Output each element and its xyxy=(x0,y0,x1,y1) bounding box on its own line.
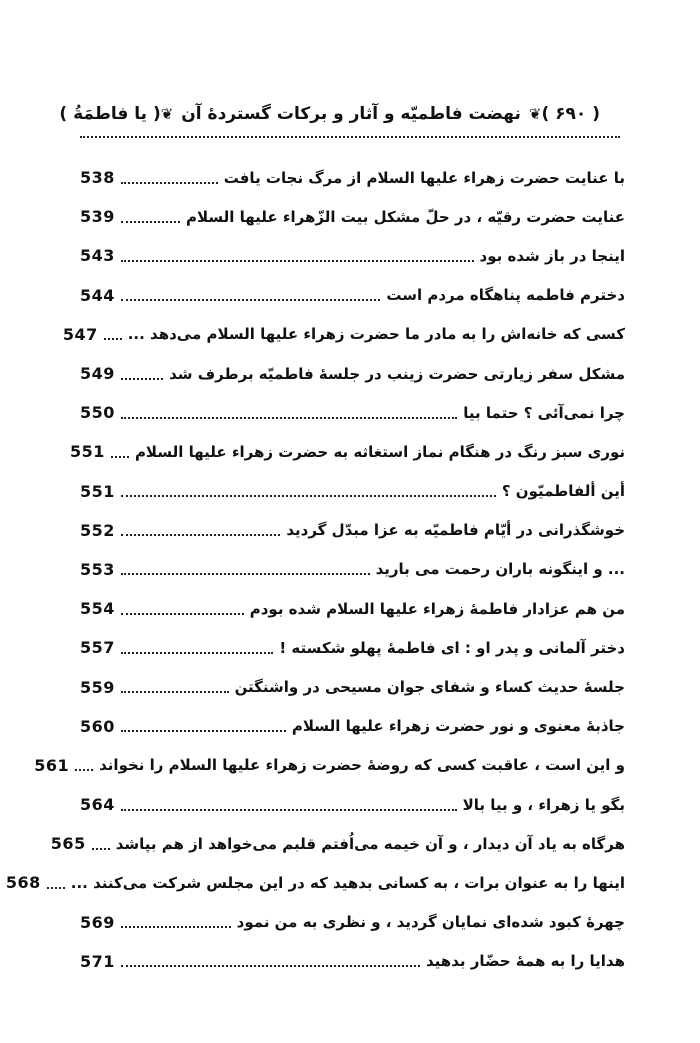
toc-entry-title: دخترم فاطمه پناهگاه مردم است xyxy=(386,286,625,305)
toc-entry-title: أین ألفاطمیّون ؟ xyxy=(501,482,625,501)
table-of-contents xyxy=(5,158,625,981)
dot-leader xyxy=(121,691,229,693)
book-title: ( یا فاطمَةُ ) xyxy=(59,104,161,124)
dot-leader xyxy=(121,221,180,223)
toc-entry-title: بگو یا زهراء ، و بیا بالا xyxy=(462,795,625,814)
toc-entry-title: چهرهٔ کبود شده‌ای نمایان گردید ، و نظری به من نمود xyxy=(236,913,625,932)
toc-entry-title: عنایت حضرت رقیّه ، در حلّ مشکل بیت الزّهراء عليها السلام xyxy=(185,207,625,226)
toc-entry xyxy=(80,158,625,197)
toc-entry xyxy=(80,628,625,667)
toc-entry xyxy=(80,707,625,746)
toc-entry-title: با عنایت حضرت زهراء عليها السلام از مرگ نجات یافت xyxy=(223,168,625,187)
toc-entry xyxy=(80,393,625,432)
toc-entry xyxy=(70,432,625,471)
toc-entry-page: 564 xyxy=(80,795,115,815)
dot-leader xyxy=(121,573,370,575)
toc-entry xyxy=(80,236,625,275)
toc-entry xyxy=(80,667,625,706)
dot-leader xyxy=(47,887,65,889)
running-header xyxy=(59,94,600,134)
toc-entry-page: 551 xyxy=(70,442,105,462)
toc-entry-page: 549 xyxy=(80,364,115,384)
dot-leader xyxy=(121,613,244,615)
dot-leader xyxy=(75,769,93,771)
toc-entry xyxy=(50,824,625,863)
toc-entry-title: نوری سبز رنگ در هنگام نماز استغاثه به حضرت زهراء عليها السلام xyxy=(134,442,625,461)
toc-entry xyxy=(80,354,625,393)
toc-entry xyxy=(80,197,625,236)
toc-entry-page: 539 xyxy=(80,207,115,227)
toc-entry-title: جلسهٔ حدیث کساء و شفای جوان مسیحی در واشنگتن xyxy=(234,678,625,697)
page-number-label: ( ۶۹۰ ) xyxy=(541,104,600,124)
dot-leader xyxy=(121,495,496,497)
toc-entry-title: کسی که خانه‌اش را به مادر ما حضرت زهراء عليها السلام می‌دهد ... xyxy=(127,325,625,344)
dot-leader xyxy=(121,260,474,262)
dot-leader xyxy=(121,534,280,536)
ornament-icon: ❦ xyxy=(160,105,174,123)
dot-leader xyxy=(121,926,231,928)
header-title-group xyxy=(161,104,542,124)
toc-entry-title: مشکل سفر زیارتی حضرت زینب در جلسهٔ فاطمیّه برطرف شد xyxy=(169,364,625,383)
toc-entry-page: 571 xyxy=(80,951,115,971)
toc-entry xyxy=(80,589,625,628)
dot-leader xyxy=(121,417,457,419)
toc-entry-title: جاذبهٔ معنوی و نور حضرت زهراء عليها السلام xyxy=(291,717,625,736)
dot-leader xyxy=(121,378,163,380)
toc-entry xyxy=(80,903,625,942)
toc-entry-title: اینها را به عنوان برات ، به کسانی بدهید که در این مجلس شرکت می‌کنند ... xyxy=(70,873,625,892)
toc-entry xyxy=(80,472,625,511)
dot-leader xyxy=(121,182,218,184)
dot-leader xyxy=(92,848,110,850)
toc-entry xyxy=(80,785,625,824)
dot-leader xyxy=(121,652,273,654)
toc-entry-page: 543 xyxy=(80,246,115,266)
toc-entry-page: 552 xyxy=(80,520,115,540)
toc-entry xyxy=(5,863,625,902)
chapter-title: نهضت فاطمیّه و آثار و برکات گستردهٔ آن xyxy=(181,104,521,124)
toc-entry-page: 554 xyxy=(80,599,115,619)
dot-leader xyxy=(121,730,286,732)
toc-entry-page: 560 xyxy=(80,716,115,736)
dot-leader xyxy=(104,338,122,340)
toc-entry-title: چرا نمی‌آئی ؟ حتما بیا xyxy=(463,403,625,422)
ornament-icon: ❦ xyxy=(528,105,542,123)
toc-entry-page: 553 xyxy=(80,559,115,579)
toc-entry-page: 544 xyxy=(80,285,115,305)
toc-entry-page: 569 xyxy=(80,912,115,932)
dot-leader xyxy=(111,456,129,458)
toc-entry xyxy=(80,550,625,589)
header-divider xyxy=(80,136,620,138)
toc-entry-page: 561 xyxy=(34,755,70,775)
toc-entry-title: من هم عزادار فاطمهٔ زهراء عليها السلام شده بودم xyxy=(249,599,625,618)
dot-leader xyxy=(121,299,380,301)
toc-entry-page: 551 xyxy=(80,481,115,501)
toc-entry-page: 550 xyxy=(80,403,115,423)
toc-entry-page: 547 xyxy=(62,324,98,344)
toc-entry xyxy=(34,746,625,785)
toc-entry-page: 557 xyxy=(80,638,115,658)
toc-entry-title: هدایا را به همهٔ حضّار بدهید xyxy=(426,952,625,971)
toc-entry xyxy=(62,315,625,354)
toc-entry-title: و این است ، عاقبت کسی که روضهٔ حضرت زهراء عليها السلام را نخواند xyxy=(99,756,625,775)
toc-entry xyxy=(80,511,625,550)
dot-leader xyxy=(121,965,420,967)
dot-leader xyxy=(121,809,457,811)
toc-entry-page: 565 xyxy=(50,834,86,854)
toc-entry xyxy=(80,276,625,315)
toc-entry-title: هرگاه به یاد آن دیدار ، و آن خیمه می‌اُفتم قلبم می‌خواهد از هم بپاشد xyxy=(115,834,625,853)
toc-entry-title: اینجا در باز شده بود xyxy=(479,246,625,265)
toc-entry xyxy=(80,942,625,981)
toc-entry-page: 568 xyxy=(5,873,41,893)
toc-entry-page: 559 xyxy=(80,677,115,697)
toc-entry-title: خوشگذرانی در أیّام فاطمیّه به عزا مبدّل گردید xyxy=(286,521,625,540)
toc-entry-title: ... و اینگونه باران رحمت می بارید xyxy=(375,560,625,579)
toc-entry-page: 538 xyxy=(80,168,115,188)
toc-entry-title: دختر آلمانی و پدر او : ای فاطمهٔ پهلو شکسته ! xyxy=(279,638,625,657)
